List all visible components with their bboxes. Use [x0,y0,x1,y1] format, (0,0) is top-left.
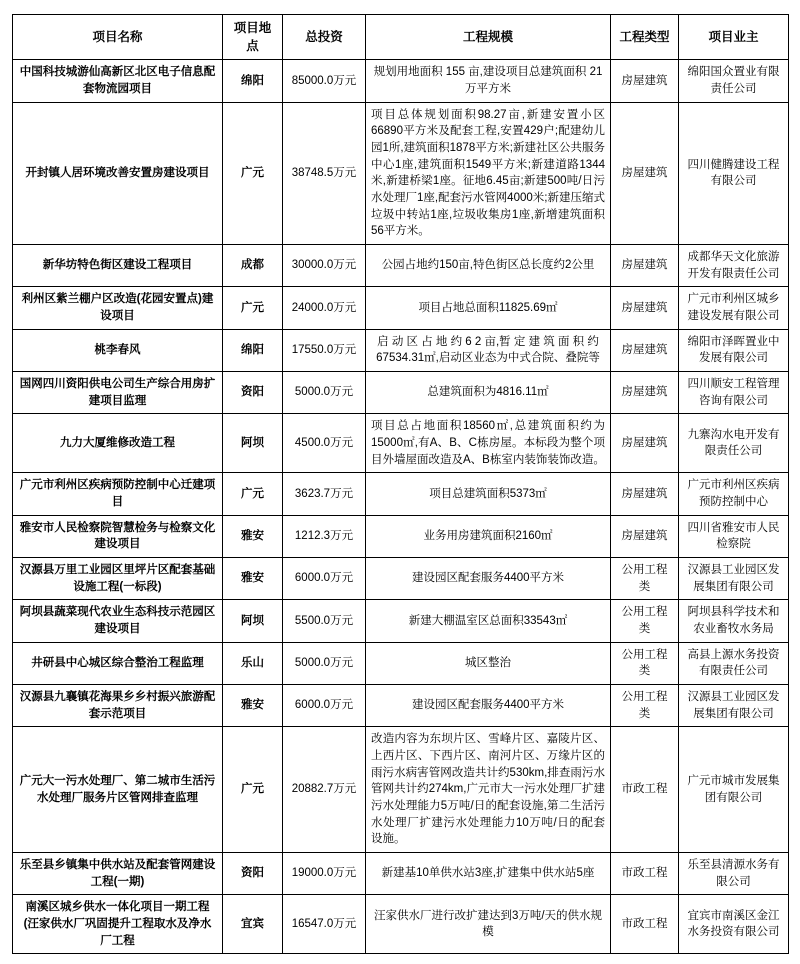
cell-project-owner: 九寨沟水电开发有限责任公司 [679,414,789,473]
table-row [13,329,789,371]
cell-project-location: 雅安 [223,685,283,727]
cell-project-type: 房屋建筑 [611,515,679,557]
cell-project-scale: 新建大棚温室区总面积33543㎡ [366,600,611,642]
cell-project-name: 乐至县乡镇集中供水站及配套管网建设工程(一期) [13,853,223,895]
cell-total-investment: 24000.0万元 [283,287,366,329]
cell-project-location: 广元 [223,473,283,515]
cell-project-type: 市政工程 [611,895,679,954]
cell-total-investment: 16547.0万元 [283,895,366,954]
cell-project-type: 房屋建筑 [611,102,679,244]
cell-project-scale: 项目总体规划面积98.27亩,新建安置小区66890平方米及配套工程,安置429户;配建幼儿园1所,建筑面积1878平方米;新建社区公共服务中心1座,建筑面积1549平方米;新建道路1344米,新建桥梁1座。征地6.45亩;新建500吨/日污水处理厂1座,配套污水管网4000米;新建压缩式垃圾中转站1座,垃圾收集房1座,新增建筑面积56平方米。 [366,102,611,244]
cell-project-scale: 总建筑面积为4816.11㎡ [366,372,611,414]
cell-project-owner: 阿坝县科学技术和农业畜牧水务局 [679,600,789,642]
cell-project-scale: 项目总建筑面积5373㎡ [366,473,611,515]
table-row [13,642,789,684]
cell-project-location: 资阳 [223,853,283,895]
table-body [13,60,789,954]
cell-project-owner: 高县上源水务投资有限责任公司 [679,642,789,684]
cell-project-location: 阿坝 [223,414,283,473]
cell-project-type: 房屋建筑 [611,473,679,515]
cell-total-investment: 19000.0万元 [283,853,366,895]
cell-total-investment: 20882.7万元 [283,727,366,853]
cell-project-owner: 四川省雅安市人民检察院 [679,515,789,557]
cell-project-owner: 乐至县清源水务有限公司 [679,853,789,895]
cell-project-name: 雅安市人民检察院智慧检务与检察文化建设项目 [13,515,223,557]
cell-total-investment: 38748.5万元 [283,102,366,244]
cell-project-name: 井研县中心城区综合整治工程监理 [13,642,223,684]
column-header-investment: 总投资 [283,15,366,60]
cell-project-location: 资阳 [223,372,283,414]
cell-project-location: 成都 [223,244,283,286]
cell-project-scale: 建设园区配套服务4400平方米 [366,558,611,600]
cell-project-type: 房屋建筑 [611,60,679,102]
cell-project-location: 乐山 [223,642,283,684]
cell-project-type: 公用工程类 [611,642,679,684]
cell-project-scale: 城区整治 [366,642,611,684]
cell-project-name: 广元大一污水处理厂、第二城市生活污水处理厂服务片区管网排查监理 [13,727,223,853]
cell-project-owner: 宜宾市南溪区金江水务投资有限公司 [679,895,789,954]
cell-project-owner: 成都华天文化旅游开发有限责任公司 [679,244,789,286]
cell-project-scale: 业务用房建筑面积2160㎡ [366,515,611,557]
cell-project-type: 公用工程类 [611,600,679,642]
cell-project-owner: 广元市利州区疾病预防控制中心 [679,473,789,515]
column-header-location: 项目地点 [223,15,283,60]
cell-project-location: 阿坝 [223,600,283,642]
cell-project-type: 市政工程 [611,853,679,895]
cell-project-scale: 启 动 区 占 地 约 6 2 亩,暂 定 建 筑 面 积 约 67534.31㎡,启动区业态为中式合院、叠院等 [366,329,611,371]
cell-project-type: 公用工程类 [611,685,679,727]
column-header-name: 项目名称 [13,15,223,60]
cell-project-name: 汉源县万里工业园区里坪片区配套基础设施工程(一标段) [13,558,223,600]
cell-project-type: 房屋建筑 [611,287,679,329]
cell-project-location: 宜宾 [223,895,283,954]
cell-project-name: 中国科技城游仙高新区北区电子信息配套物流园项目 [13,60,223,102]
cell-project-type: 房屋建筑 [611,372,679,414]
cell-project-type: 市政工程 [611,727,679,853]
cell-project-type: 房屋建筑 [611,244,679,286]
table-row [13,102,789,244]
cell-project-name: 开封镇人居环境改善安置房建设项目 [13,102,223,244]
project-table [12,14,789,954]
cell-project-name: 阿坝县蔬菜现代农业生态科技示范园区建设项目 [13,600,223,642]
cell-project-type: 房屋建筑 [611,329,679,371]
cell-total-investment: 6000.0万元 [283,558,366,600]
table-row [13,515,789,557]
table-row [13,287,789,329]
cell-project-location: 雅安 [223,515,283,557]
column-header-type: 工程类型 [611,15,679,60]
cell-project-type: 房屋建筑 [611,414,679,473]
table-header-row [13,15,789,60]
table-row [13,685,789,727]
cell-total-investment: 85000.0万元 [283,60,366,102]
table-row [13,558,789,600]
cell-project-name: 南溪区城乡供水一体化项目一期工程(汪家供水厂巩固提升工程取水及净水厂工程 [13,895,223,954]
cell-project-type: 公用工程类 [611,558,679,600]
cell-total-investment: 5000.0万元 [283,372,366,414]
cell-project-location: 广元 [223,102,283,244]
table-row [13,60,789,102]
cell-project-name: 国网四川资阳供电公司生产综合用房扩建项目监理 [13,372,223,414]
table-row [13,853,789,895]
cell-project-owner: 四川健腾建设工程有限公司 [679,102,789,244]
cell-project-location: 雅安 [223,558,283,600]
table-row [13,372,789,414]
cell-project-scale: 新建基10单供水站3座,扩建集中供水站5座 [366,853,611,895]
table-header [13,15,789,60]
cell-project-owner: 绵阳市泽晖置业中发展有限公司 [679,329,789,371]
cell-project-scale: 公园占地约150亩,特色街区总长度约2公里 [366,244,611,286]
cell-total-investment: 3623.7万元 [283,473,366,515]
cell-total-investment: 17550.0万元 [283,329,366,371]
cell-project-scale: 项目总占地面积18560㎡,总建筑面积约为15000㎡,有A、B、C栋房屋。本标段为整个项目外墙屋面改造及A、B栋室内装饰装饰改造。 [366,414,611,473]
cell-project-name: 利州区紫兰棚户区改造(花园安置点)建设项目 [13,287,223,329]
table-row [13,600,789,642]
column-header-scale: 工程规模 [366,15,611,60]
cell-project-name: 新华坊特色街区建设工程项目 [13,244,223,286]
table-row [13,895,789,954]
cell-project-name: 九力大厦维修改造工程 [13,414,223,473]
table-row [13,244,789,286]
cell-project-owner: 汉源县工业园区发展集团有限公司 [679,685,789,727]
cell-project-owner: 广元市城市发展集团有限公司 [679,727,789,853]
cell-project-name: 汉源县九襄镇花海果乡乡村振兴旅游配套示范项目 [13,685,223,727]
cell-total-investment: 5500.0万元 [283,600,366,642]
table-row [13,473,789,515]
table-row [13,414,789,473]
cell-project-owner: 四川顺安工程管理咨询有限公司 [679,372,789,414]
cell-project-owner: 绵阳国众置业有限责任公司 [679,60,789,102]
cell-project-owner: 汉源县工业园区发展集团有限公司 [679,558,789,600]
cell-project-scale: 汪家供水厂进行改扩建达到3万吨/天的供水规模 [366,895,611,954]
cell-project-owner: 广元市利州区城乡建设发展有限公司 [679,287,789,329]
cell-project-scale: 项目占地总面积11825.69㎡ [366,287,611,329]
cell-total-investment: 1212.3万元 [283,515,366,557]
cell-project-scale: 改造内容为东坝片区、雪峰片区、嘉陵片区、上西片区、下西片区、南河片区、万缘片区的雨污水病害管网改造共计约530km,排查雨污水管网共计约274km,广元市大一污水处理厂扩建污水处理能力5万吨/日的配套设施,第二生活污水处理厂扩建污水处理能力10万吨/日的配套设施。 [366,727,611,853]
cell-project-name: 广元市利州区疾病预防控制中心迁建项目 [13,473,223,515]
cell-project-scale: 建设园区配套服务4400平方米 [366,685,611,727]
column-header-owner: 项目业主 [679,15,789,60]
cell-total-investment: 4500.0万元 [283,414,366,473]
cell-project-location: 广元 [223,287,283,329]
cell-project-location: 广元 [223,727,283,853]
cell-total-investment: 30000.0万元 [283,244,366,286]
cell-project-location: 绵阳 [223,329,283,371]
cell-project-name: 桃李春风 [13,329,223,371]
cell-project-scale: 规划用地面积 155 亩,建设项目总建筑面积 21 万平方米 [366,60,611,102]
table-row [13,727,789,853]
cell-total-investment: 5000.0万元 [283,642,366,684]
cell-total-investment: 6000.0万元 [283,685,366,727]
cell-project-location: 绵阳 [223,60,283,102]
